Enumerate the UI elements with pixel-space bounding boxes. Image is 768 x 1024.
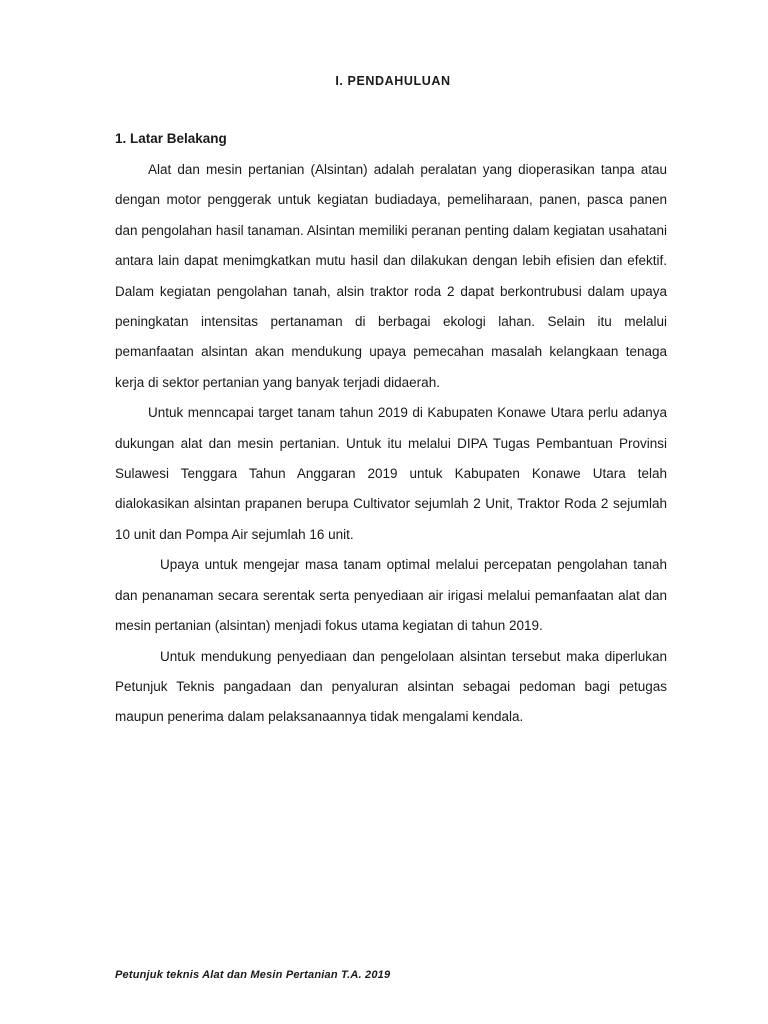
paragraph: Untuk mendukung penyediaan dan pengelolaan alsintan tersebut maka diperlukan Petunjuk Teknis pangadaan dan penyaluran alsintan sebagai pedoman bagi petugas maupun penerima dalam pelaksanaannya tidak mengalami kendala. [115, 648, 667, 725]
chapter-title: I. PENDAHULUAN [335, 74, 451, 88]
paragraph: Alat dan mesin pertanian (Alsintan) adalah peralatan yang dioperasikan tanpa atau dengan motor penggerak untuk kegiatan budiadaya, pemeliharaan, panen, pasca panen dan pengolahan hasil tanaman. Alsintan memiliki peranan penting dalam kegiatan usahatani antara lain dapat menimgkatkan mutu hasil dan dilakukan dengan lebih efisien dan efektif. Dalam kegiatan pengolahan tanah, alsin traktor roda 2 dapat berkontrubusi dalam upaya peningkatan intensitas pertanaman di berbagai ekologi lahan. Selain itu melalui pemanfaatan alsintan akan mendukung upaya pemecahan masalah kelangkaan tenaga kerja di sektor pertanian yang banyak terjadi didaerah. [115, 162, 667, 390]
paragraph: Untuk menncapai target tanam tahun 2019 di Kabupaten Konawe Utara perlu adanya dukungan alat dan mesin pertanian. Untuk itu melalui DIPA Tugas Pembantuan Provinsi Sulawesi Tenggara Tahun Anggaran 2019 untuk Kabupaten Konawe Utara telah dialokasikan alsintan prapanen berupa Cultivator sejumlah 2 Unit, Traktor Roda 2 sejumlah 10 unit dan Pompa Air sejumlah 16 unit. [115, 405, 667, 542]
body-text [115, 155, 667, 733]
section-heading: 1. Latar Belakang [115, 131, 227, 146]
paragraph: Upaya untuk mengejar masa tanam optimal melalui percepatan pengolahan tanah dan penanaman secara serentak serta penyediaan air irigasi melalui pemanfaatan alat dan mesin pertanian (alsintan) menjadi fokus utama kegiatan di tahun 2019. [115, 557, 667, 634]
page-footer: Petunjuk teknis Alat dan Mesin Pertanian T.A. 2019 [115, 969, 391, 981]
